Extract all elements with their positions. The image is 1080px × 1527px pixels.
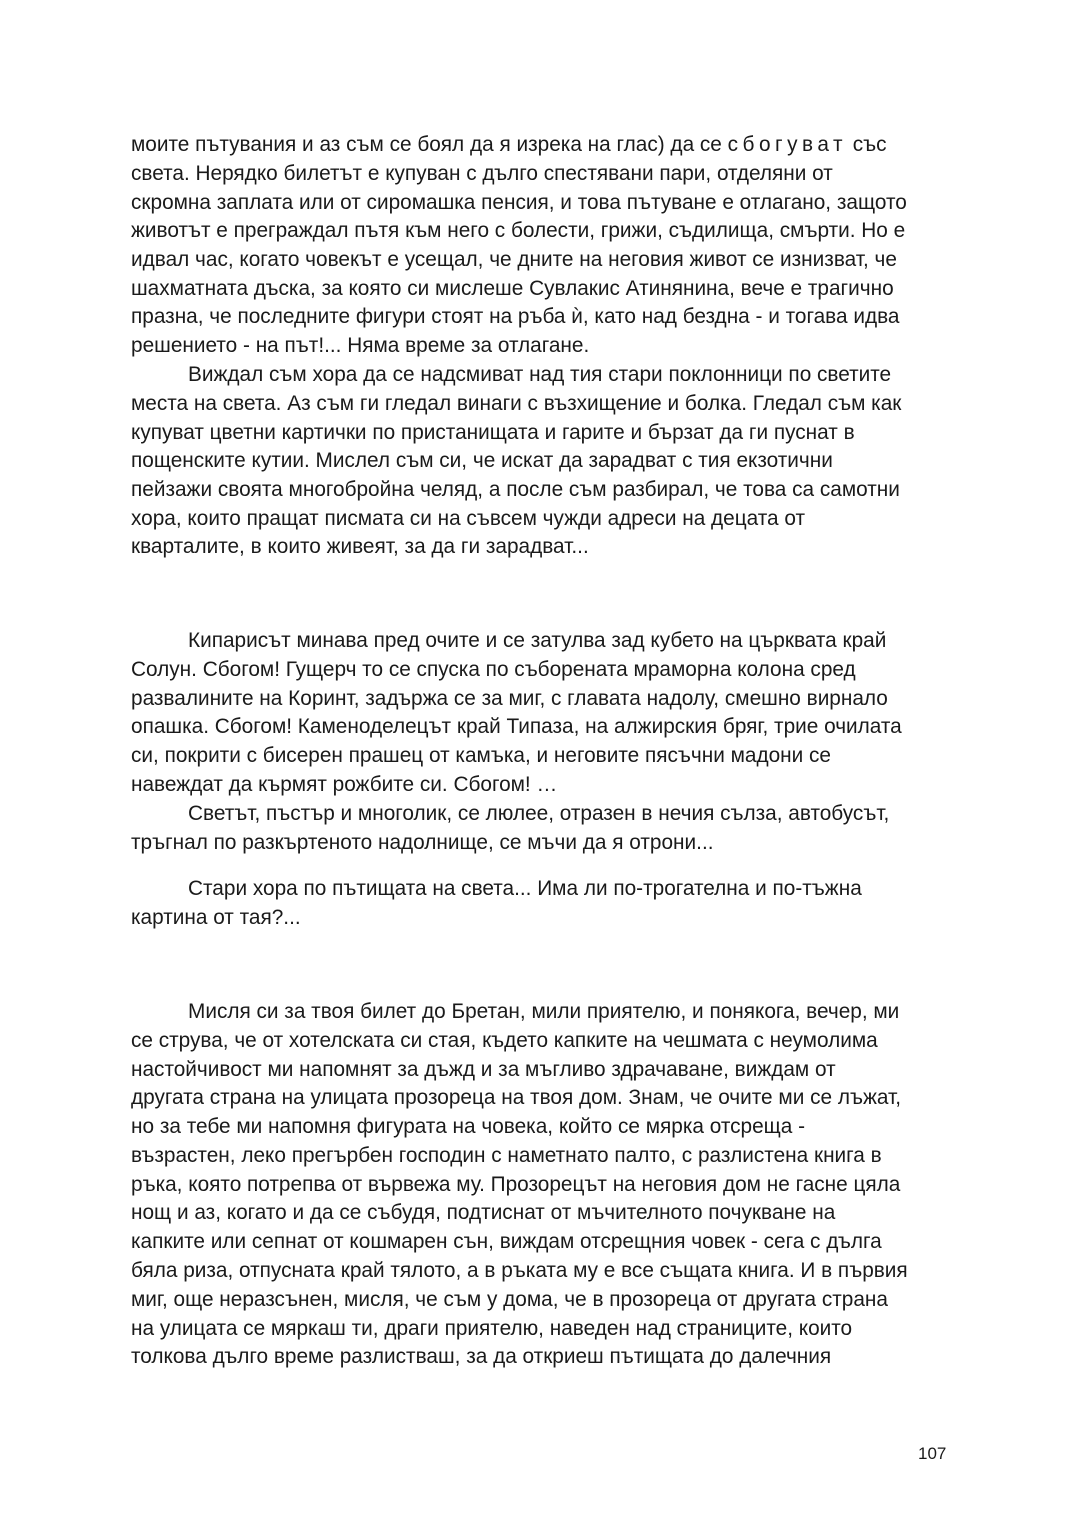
text-line: скромна заплата или от сиромашка пенсия, и това пътуване е отлагано, защото [131,191,907,214]
text-line: пощенските кутии. Мислел съм си, че искат да зарадват с тия екзотични [131,449,833,472]
text-line: кварталите, в които живеят, за да ги зарадват... [131,535,589,558]
text-line: развалините на Коринт, задържа се за миг, с главата надолу, смешно вирнало [131,687,888,710]
text-line [131,130,887,159]
text-line: възрастен, леко прегърбен господин с наметнато палто, с разлистена книга в [131,1144,882,1167]
text-line: толкова дълго време разлистваш, за да откриеш пътищата до далечния [131,1345,832,1368]
text-line: се струва, че от хотелската си стая, където капките на чешмата с неумолима [131,1029,878,1052]
paragraph-first-line: Кипарисът минава пред очите и се затулва зад кубето на църквата край [188,629,887,652]
text-line: купуват цветни картички по пристанищата и гарите и бързат да ги пуснат в [131,421,855,444]
text-line: картина от тая?... [131,906,301,929]
text-line: но за тебе ми напомня фигурата на човека, който се мярка отсреща - [131,1115,806,1138]
text-line: миг, още неразсънен, мисля, че съм у дома, че в прозореца от другата страна [131,1288,888,1311]
text-line: пейзажи своята многобройна челяд, а после съм разбирал, че това са самотни [131,478,900,501]
text-line: другата страна на улицата прозореца на твоя дом. Знам, че очите ми се лъжат, [131,1086,901,1109]
spaced-word: сбогуват [727,133,847,156]
text-line: шахматната дъска, за която си мислеше Сувлакис Атинянина, вече е трагично [131,277,894,300]
paragraph-first-line: Светът, пъстър и многолик, се люлее, отразен в нечия сълза, автобусът, [188,802,890,825]
text-line: идвал час, когато човекът е усещал, че дните на неговия живот се изнизват, че [131,248,897,271]
text-line: си, покрити с бисерен прашец от камъка, и неговите пясъчни мадони се [131,744,831,767]
text-segment: моите пътувания и аз съм се боял да я изрека на глас) да се [131,133,728,156]
text-line: Солун. Сбогом! Гущерч то се спуска по съборената мраморна колона сред [131,658,856,681]
text-line: животът е преграждал пътя към него с болести, грижи, съдилища, смърти. Но е [131,219,906,242]
text-line: настойчивост ми напомнят за дъжд и за мъгливо здрачаване, виждам от [131,1058,836,1081]
paragraph-first-line: Стари хора по пътищата на света... Има ли по-трогателна и по-тъжна [188,877,862,900]
paragraph-first-line: Мисля си за твоя билет до Бретан, мили приятелю, и понякога, вечер, ми [188,1000,900,1023]
text-line: бяла риза, отпусната край тялото, а в ръката му е все същата книга. И в първия [131,1259,908,1282]
page-number: 107 [918,1444,947,1463]
text-line: места на света. Аз съм ги гледал винаги с възхищение и болка. Гледал съм как [131,392,902,415]
text-segment: със [846,133,887,156]
text-line: хора, които пращат писмата си на съвсем чужди адреси на децата от [131,507,806,530]
text-line: решението - на път!... Няма време за отлагане. [131,334,590,357]
paragraph-first-line: Виждал съм хора да се надсмиват над тия стари поклонници по светите [188,363,892,386]
text-line: нощ и аз, когато и да се събудя, подтиснат от мъчителното почукване на [131,1201,836,1224]
text-line: тръгнал по разкъртеното надолнище, се мъчи да я отрони... [131,831,714,854]
text-line: опашка. Сбогом! Каменоделецът край Типаза, на алжирския бряг, трие очилата [131,715,902,738]
text-line: света. Нерядко билетът е купуван с дълго спестявани пари, отделяни от [131,162,833,185]
text-line: празна, че последните фигури стоят на ръба ѝ, като над бездна - и тогава идва [131,305,900,328]
text-line: на улицата се мяркаш ти, драги приятелю, наведен над страниците, които [131,1317,853,1340]
text-line: навеждат да кърмят рожбите си. Сбогом! … [131,773,558,796]
text-line: ръка, която потрепва от вървежа му. Прозорецът на неговия дом не гасне цяла [131,1173,901,1196]
text-line: капките или сепнат от кошмарен сън, виждам отсрещния човек - сега с дълга [131,1230,882,1253]
